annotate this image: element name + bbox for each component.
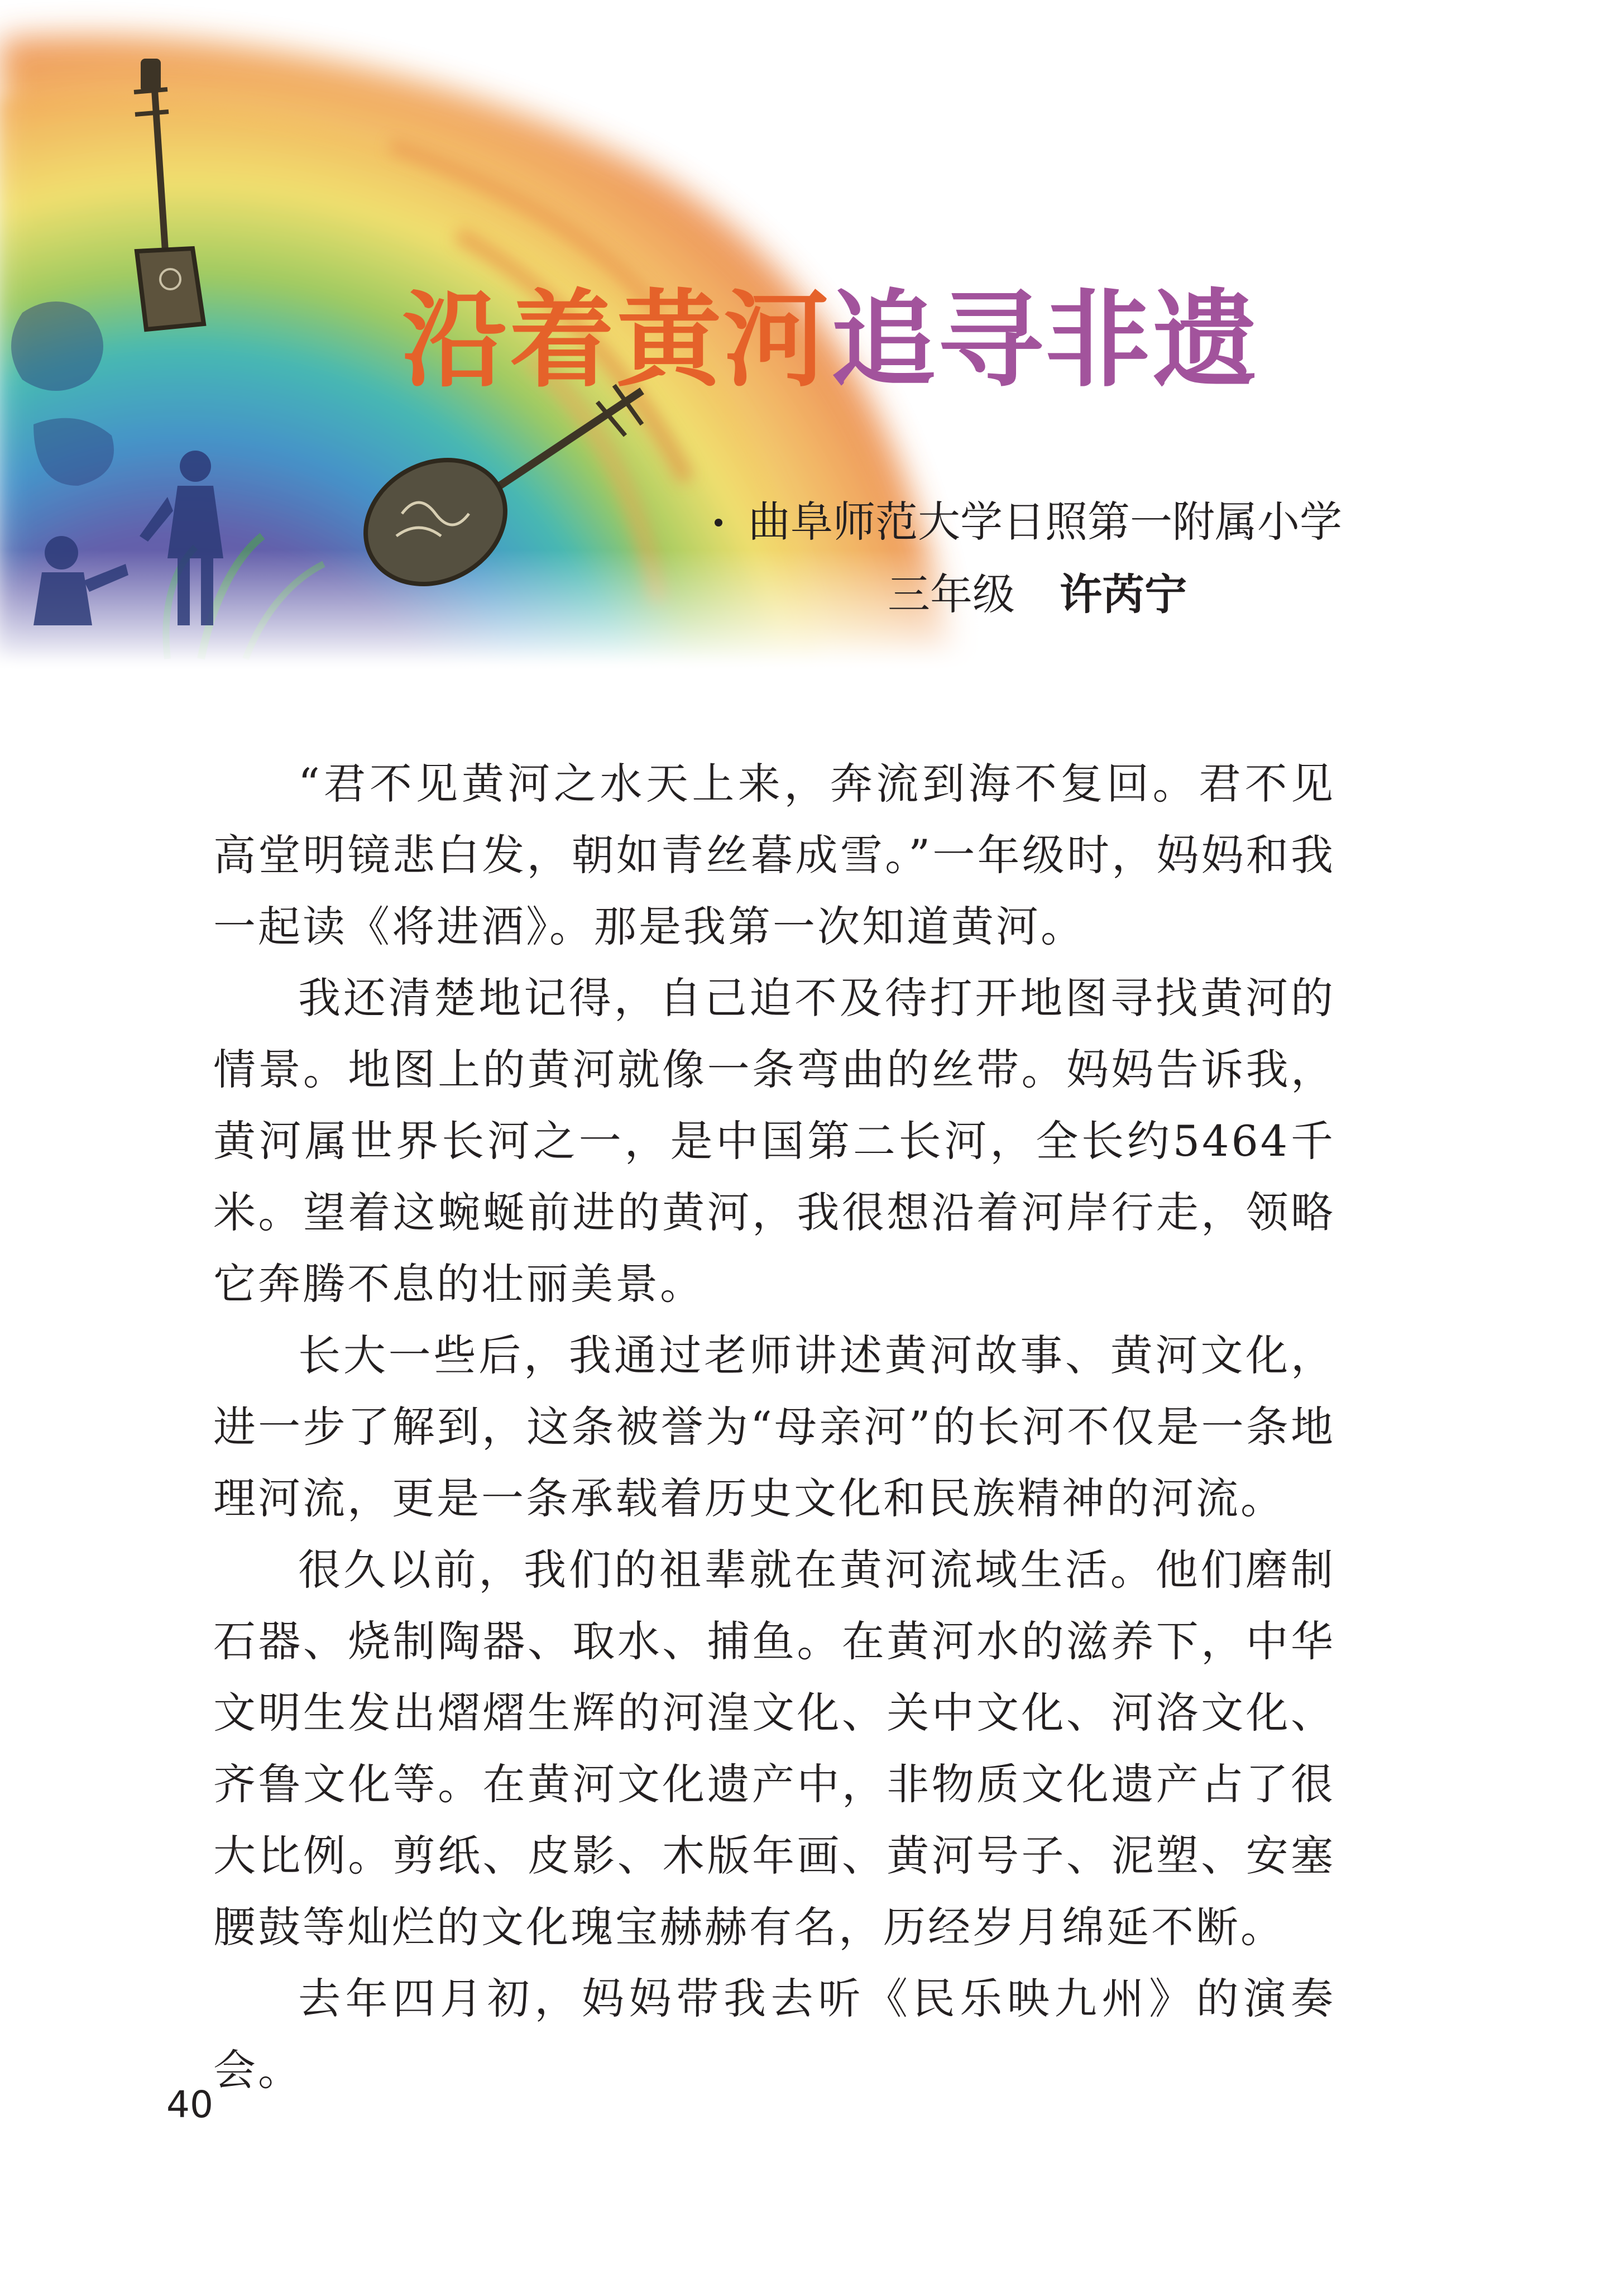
author-name: 许芮宁 (1060, 570, 1187, 619)
paragraph: 长大一些后，我通过老师讲述黄河故事、黄河文化，进一步了解到，这条被誉为“母亲河”的长河不仅是一条地理河流，更是一条承载着历史文化和民族精神的河流。 (213, 1331, 1335, 1523)
page-number: 40 (166, 2083, 213, 2126)
title-part-orange: 沿着黄河 (402, 279, 831, 401)
paragraph: 很久以前，我们的祖辈就在黄河流域生活。他们磨制石器、烧制陶器、取水、捕鱼。在黄河水的滋养下，中华文明生发出熠熠生辉的河湟文化、关中文化、河洛文化、齐鲁文化等。在黄河文化遗产中，非物质文化遗产占了很大比例。剪纸、皮影、木版年画、黄河号子、泥塑、安塞腰鼓等灿烂的文化瑰宝赫赫有名，历经岁月绵延不断。 (213, 1545, 1335, 1952)
school-name: 曲阜师范大学日照第一附属小学 (748, 497, 1342, 547)
title-part-purple: 追寻非遗 (831, 279, 1259, 401)
author-school (715, 491, 1440, 553)
paragraph: 我还清楚地记得，自己迫不及待打开地图寻找黄河的情景。地图上的黄河就像一条弯曲的丝带。妈妈告诉我，黄河属世界长河之一，是中国第二长河，全长约5464千米。望着这蜿蜒前进的黄河，我很想沿着河岸行走，领略它奔腾不息的壮丽美景。 (213, 973, 1335, 1309)
author-grade: 三年级 (888, 570, 1015, 619)
paragraph: 去年四月初，妈妈带我去听《民乐映九州》的演奏会。 (213, 1974, 1335, 2095)
article-title (402, 274, 1295, 408)
paragraph: “君不见黄河之水天上来，奔流到海不复回。君不见高堂明镜悲白发，朝如青丝暮成雪。”一年级时，妈妈和我一起读《将进酒》。那是我第一次知道黄河。 (213, 759, 1335, 951)
bullet-dot (715, 519, 722, 527)
author-byline (888, 564, 1390, 625)
article-body (213, 748, 1335, 2106)
